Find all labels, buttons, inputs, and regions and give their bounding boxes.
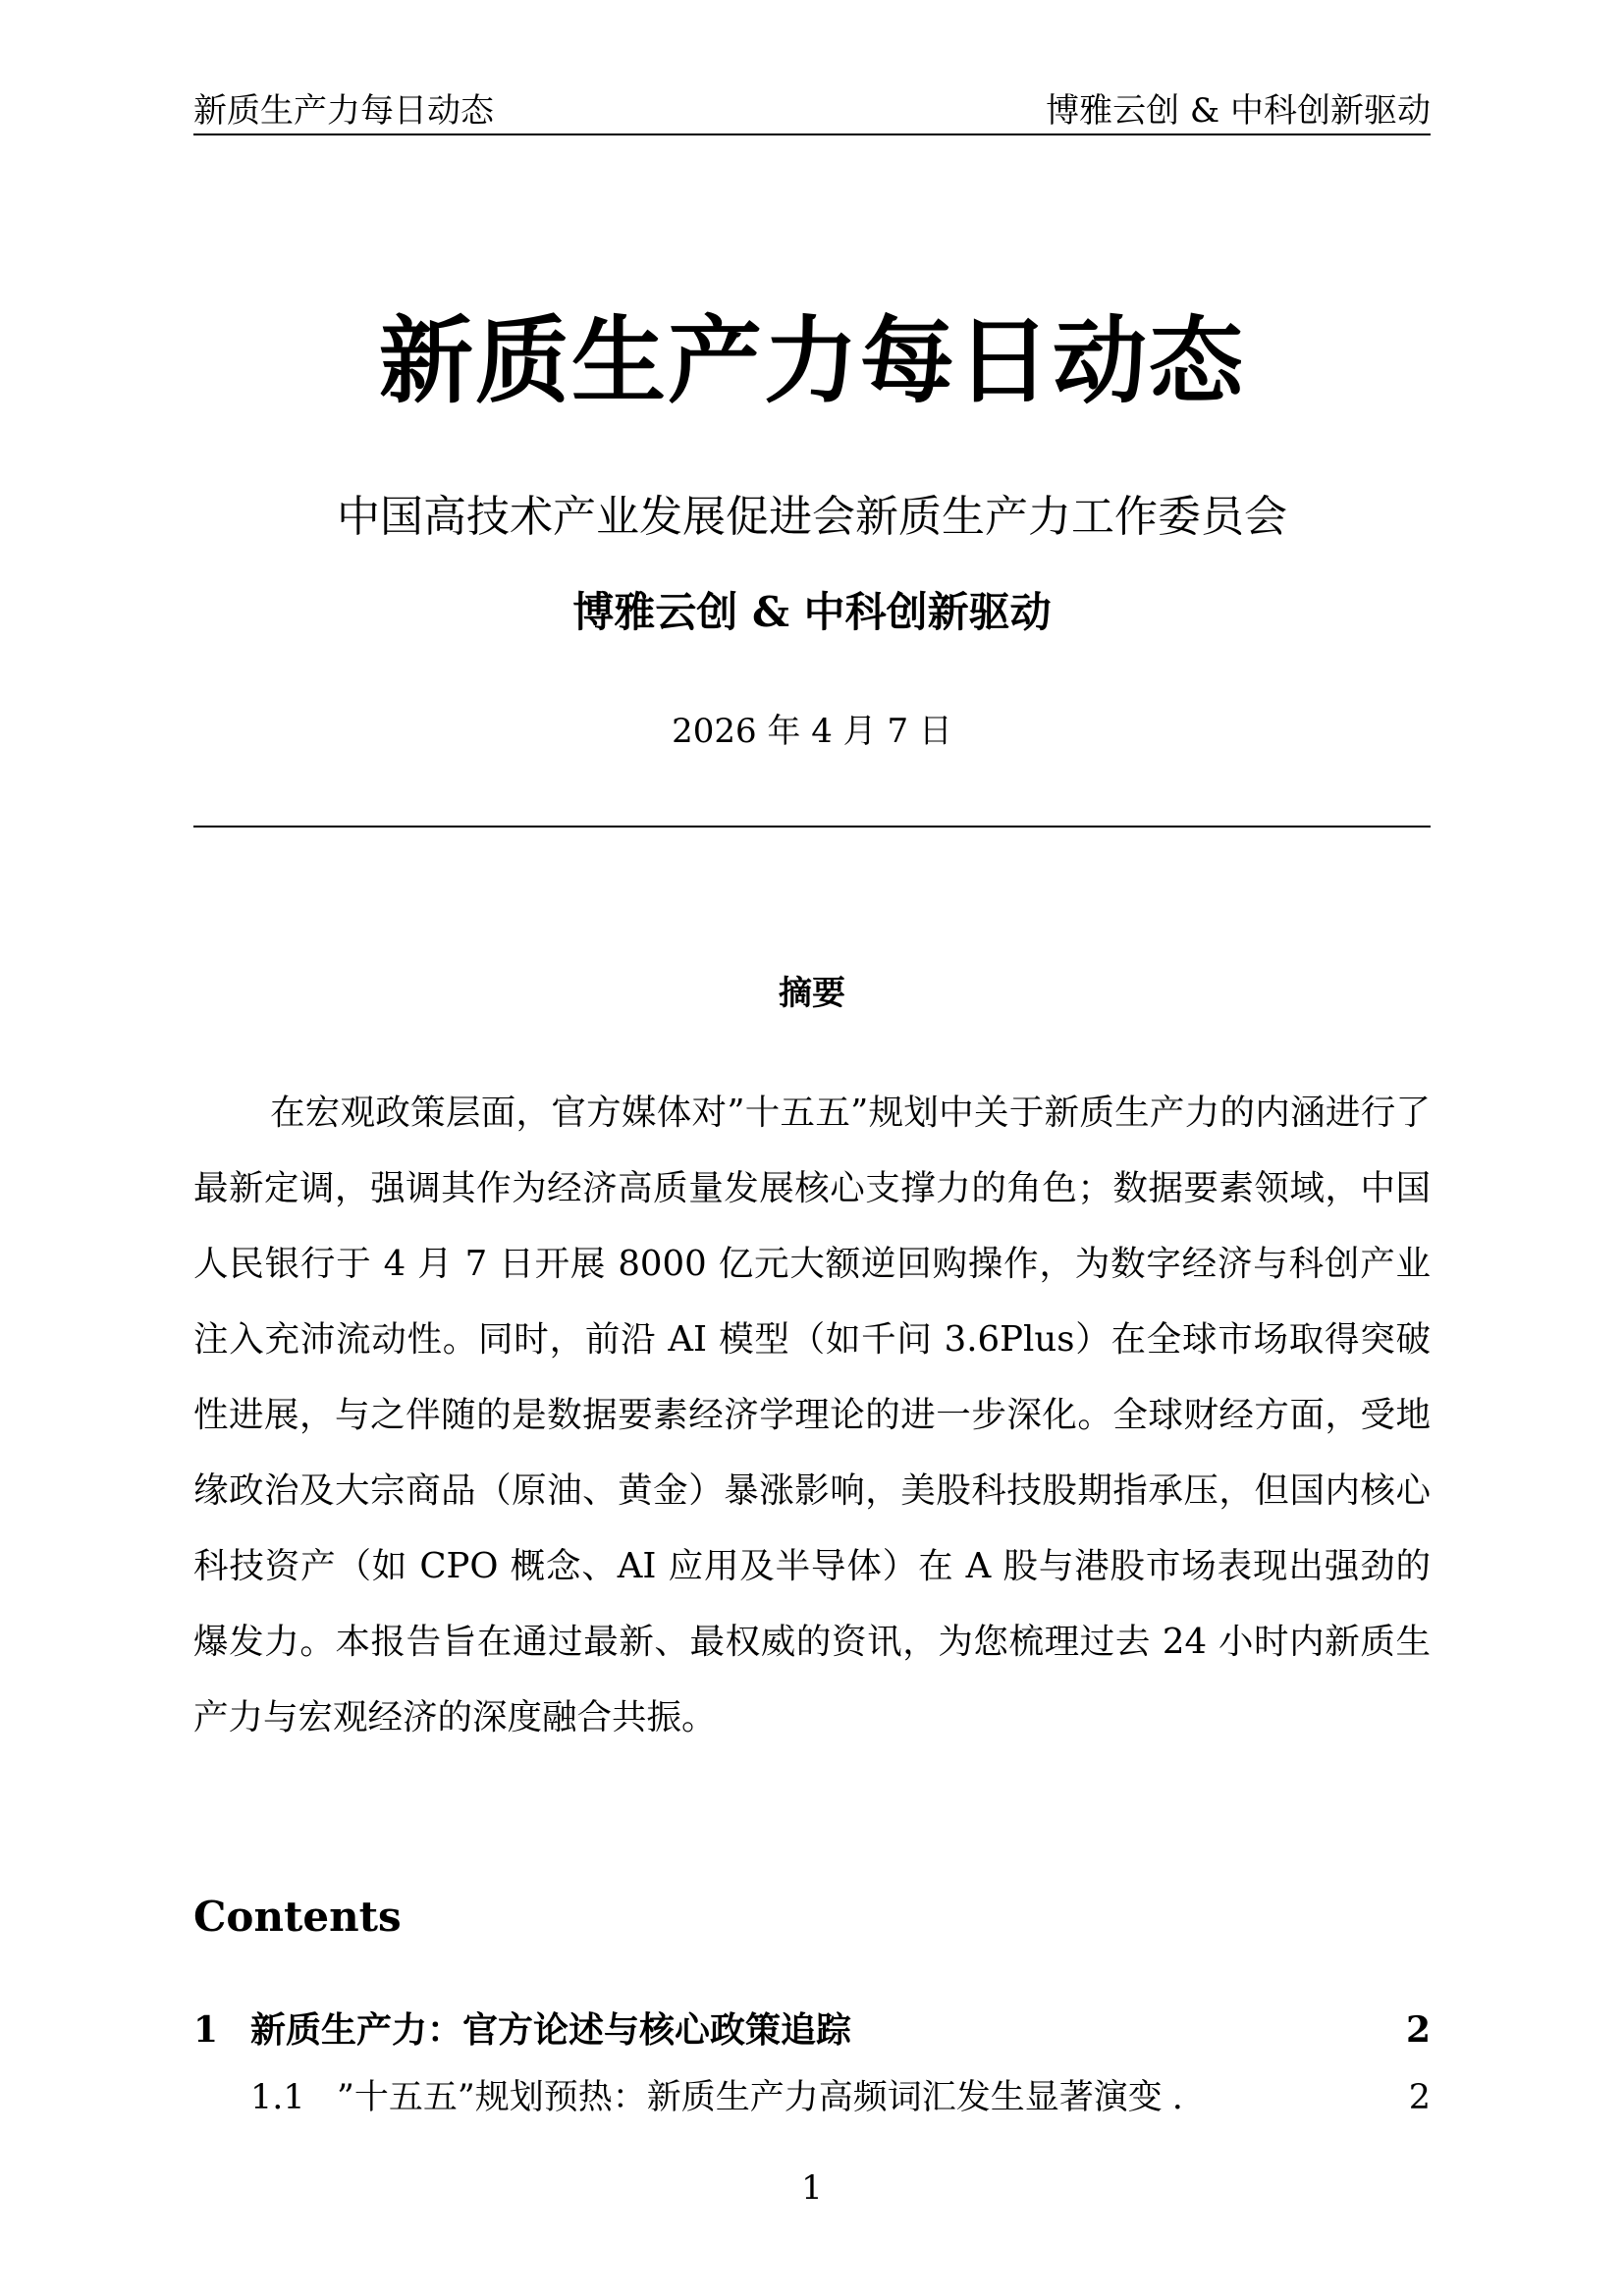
running-header-left: 新质生产力每日动态	[193, 91, 494, 131]
document-title: 新质生产力每日动态	[379, 305, 1245, 416]
abstract-body: 在宏观政策层面，官方媒体对”十五五”规划中关于新质生产力的内涵进行了最新定调，强调其作为经济高质量发展核心支撑力的角色；数据要素领域，中国人民银行于 4 月 7 日开展 8000 亿元大额逆回购操作，为数字经济与科创产业注入充沛流动性。同时，前沿 AI 模型（如千问 3.6Plus）在全球市场取得突破性进展，与之伴随的是数据要素经济学理论的进一步深化。全球财经方面，受地缘政治及大宗商品（原油、黄金）暴涨影响，美股科技股期指承压，但国内核心科技资产（如 CPO 概念、AI 应用及半导体）在 A 股与港股市场表现出强劲的爆发力。本报告旨在通过最新、最权威的资讯，为您梳理过去 24 小时内新质生产力与宏观经济的深度融合共振。	[193, 1093, 1431, 1737]
title-divider	[193, 826, 1431, 828]
toc-entry-page[interactable]: 2	[1405, 2009, 1431, 2051]
organization-name: 中国高技术产业发展促进会新质生产力工作委员会	[337, 492, 1287, 542]
toc-entry-number: 1.1	[250, 2078, 305, 2117]
toc-heading: Contents	[193, 1893, 402, 1941]
publication-date: 2026 年 4 月 7 日	[672, 712, 952, 751]
table-of-contents	[193, 2009, 1431, 2140]
toc-entry-page[interactable]: 2	[1408, 2078, 1431, 2117]
toc-entry-number: 1	[193, 2009, 219, 2051]
toc-entry-title[interactable]: ”十五五”规划预热：新质生产力高频词汇发生显著演变	[337, 2078, 1163, 2117]
abstract-heading: 摘要	[779, 974, 845, 1013]
toc-entry-leader: .	[1171, 2081, 1201, 2115]
toc-entry-section-1-1[interactable]	[193, 2078, 1431, 2140]
running-header	[193, 86, 1431, 135]
running-header-right: 博雅云创 & 中科创新驱动	[1046, 91, 1431, 131]
page-number: 1	[801, 2168, 823, 2208]
toc-entry-section-1[interactable]	[193, 2009, 1431, 2081]
document-page	[193, 0, 1431, 2296]
toc-entry-title[interactable]: 新质生产力：官方论述与核心政策追踪	[250, 2009, 852, 2051]
author-line: 博雅云创 & 中科创新驱动	[572, 588, 1052, 636]
